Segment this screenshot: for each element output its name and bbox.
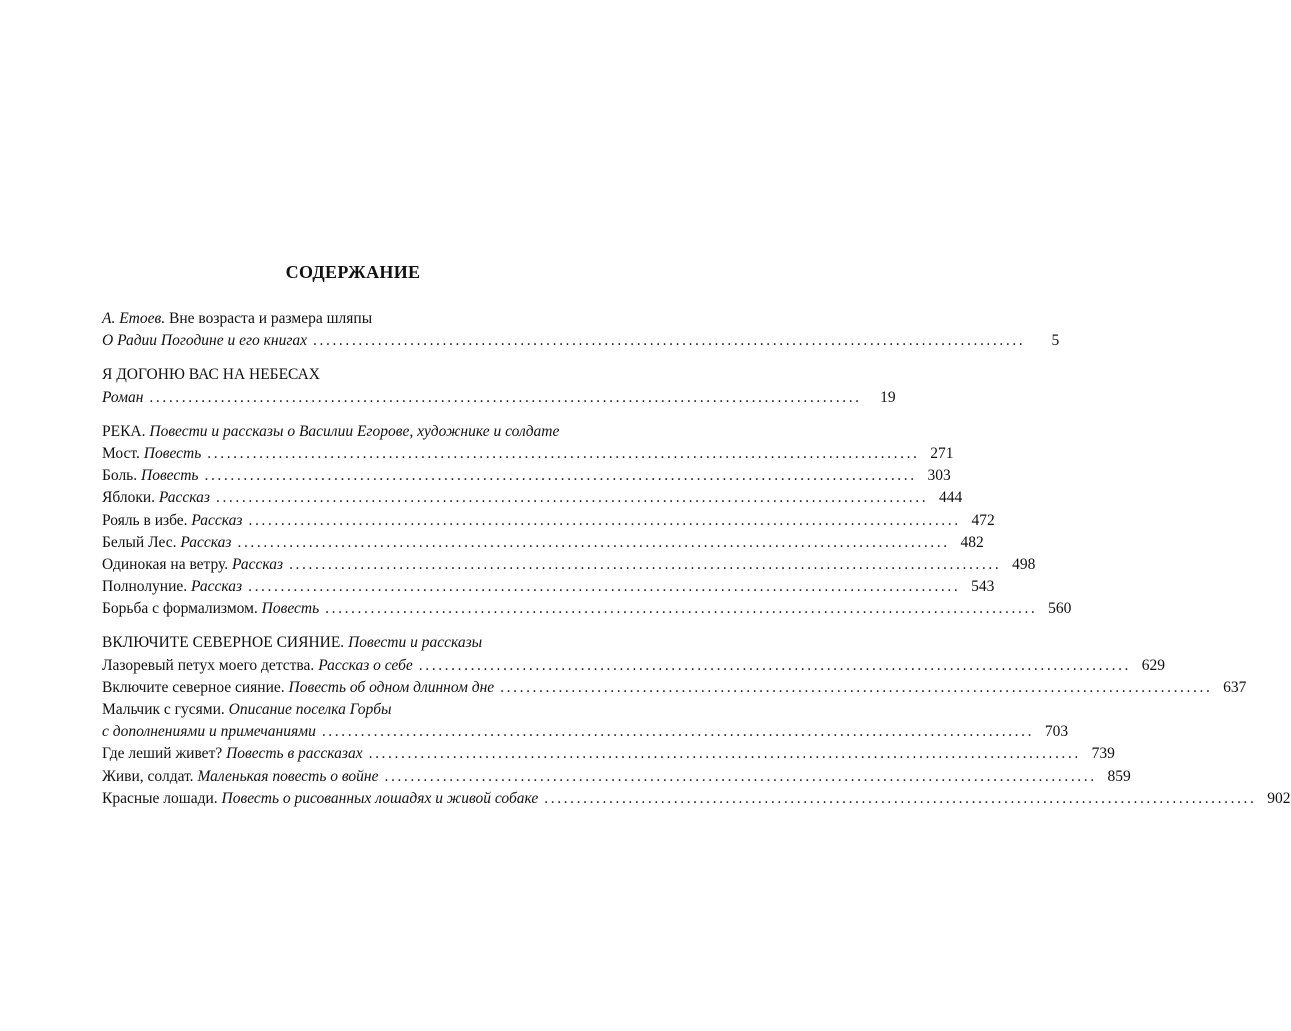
toc-entry[interactable]: [102, 465, 951, 487]
dot-leader: ..............................................................................................................: [368, 745, 1081, 763]
entry-title: Красные лошади.: [102, 789, 218, 807]
toc-entry[interactable]: [102, 598, 1072, 620]
dot-leader: ..............................................................................................................: [321, 723, 1035, 741]
dot-leader: ..............................................................................................................: [237, 533, 950, 551]
toc-entry[interactable]: [102, 510, 995, 532]
intro-subtitle: О Радии Погодине и его книгах: [102, 332, 308, 350]
section-heading: ВКЛЮЧИТЕ СЕВЕРНОЕ СИЯНИЕ.: [102, 634, 345, 652]
toc-entry[interactable]: [102, 554, 1036, 576]
entry-title: Яблоки.: [102, 489, 156, 507]
toc-entry[interactable]: [102, 387, 896, 409]
toc-entry-first-line: [102, 699, 604, 721]
toc-entry[interactable]: [102, 766, 1131, 788]
page-title: СОДЕРЖАНИЕ: [285, 262, 421, 282]
dot-leader: ..............................................................................................................: [500, 678, 1213, 696]
entry-title: Мальчик с гусями.: [102, 701, 225, 718]
toc-entry[interactable]: [102, 655, 1166, 677]
page-number: 271: [930, 444, 954, 462]
page-number: 303: [927, 467, 951, 485]
entry-genre: Повесть об одном длинном дне: [288, 678, 495, 696]
entry-title: Белый Лес.: [102, 533, 177, 551]
entry-title: Борьба с формализмом.: [102, 600, 258, 618]
section-heading: Я ДОГОНЮ ВАС НА НЕБЕСАХ: [102, 366, 320, 384]
entry-title: Полнолуние.: [102, 578, 188, 596]
dot-leader: ..............................................................................................................: [544, 789, 1257, 807]
page-number: 19: [880, 388, 896, 406]
page-number: 444: [938, 489, 963, 507]
page-number: 482: [960, 533, 984, 551]
page-number: 5: [1051, 332, 1060, 350]
entry-genre: Повесть: [261, 600, 320, 618]
entry-title: Рояль в избе.: [102, 511, 188, 529]
section-heading-note: Повести и рассказы: [348, 634, 483, 652]
dot-leader: ..............................................................................................................: [384, 767, 1097, 785]
entry-genre-continued: с дополнениями и примечаниями: [102, 723, 316, 741]
entry-title: Включите северное сияние.: [102, 678, 285, 696]
page-number: 739: [1091, 745, 1115, 763]
page-number: 859: [1107, 767, 1131, 785]
section-heading: РЕКА.: [102, 422, 146, 440]
toc-entry[interactable]: [102, 743, 1115, 765]
entry-genre: Рассказ: [191, 511, 243, 529]
entry-genre: Рассказ: [158, 489, 210, 507]
dot-leader: ..............................................................................................................: [248, 578, 961, 596]
entry-genre: Рассказ о себе: [318, 656, 413, 674]
entry-title: Где леший живет?: [102, 745, 223, 763]
entry-genre: Повесть о рисованных лошадях и живой собаке: [221, 789, 539, 807]
entry-genre: Рассказ: [232, 555, 284, 573]
dot-leader: ..............................................................................................................: [313, 332, 1026, 350]
dot-leader: ..............................................................................................................: [325, 600, 1038, 618]
section-heading-line: [102, 421, 604, 443]
page-number: 543: [971, 578, 995, 596]
section-heading-note: Повести и рассказы о Василии Егорове, художнике и солдате: [149, 422, 560, 440]
toc-entry[interactable]: [102, 330, 1060, 352]
toc-entry[interactable]: [102, 788, 1291, 810]
entry-title: Лазоревый петух моего детства.: [102, 656, 315, 674]
dot-leader: ..............................................................................................................: [418, 656, 1132, 674]
entry-genre: Маленькая повесть о войне: [197, 767, 379, 785]
toc-entry[interactable]: [102, 487, 963, 509]
entry-genre: Повесть: [141, 467, 199, 485]
entry-title: Боль.: [102, 467, 138, 485]
dot-leader: ..............................................................................................................: [204, 467, 917, 485]
dot-leader: ..............................................................................................................: [289, 555, 1002, 573]
section-entries-reka: [102, 443, 1072, 621]
toc-entry[interactable]: [102, 576, 995, 598]
page-number: 560: [1048, 600, 1072, 618]
page-number: 498: [1012, 555, 1036, 573]
entry-genre: Повесть в рассказах: [226, 745, 363, 763]
entry-genre: Описание поселка Горбы: [228, 701, 392, 718]
entry-title: Живи, солдат.: [102, 767, 194, 785]
section-entries-aurora: [102, 655, 1291, 810]
intro-author: А. Етоев.: [102, 310, 166, 327]
dot-leader: ..............................................................................................................: [215, 489, 929, 507]
toc-entry[interactable]: [102, 677, 1247, 699]
section-heading-line: [102, 632, 604, 654]
toc-entry[interactable]: [102, 532, 984, 554]
page-number: 902: [1267, 789, 1291, 807]
page-number: 629: [1141, 656, 1166, 674]
page-number: 472: [971, 511, 995, 529]
toc-entry[interactable]: [102, 721, 1069, 743]
entry-genre: Рассказ: [191, 578, 243, 596]
toc-entry[interactable]: [102, 443, 954, 465]
dot-leader: ..............................................................................................................: [207, 444, 920, 462]
entry-genre: Рассказ: [180, 533, 232, 551]
entry-genre: Повесть: [143, 444, 202, 462]
entry-title: Мост.: [102, 444, 140, 462]
dot-leader: ..............................................................................................................: [248, 511, 961, 529]
table-of-contents: [102, 308, 1291, 810]
entry-genre: Роман: [102, 388, 144, 406]
page-number: 637: [1223, 678, 1247, 696]
intro-heading: Вне возраста и размера шляпы: [169, 310, 373, 327]
dot-leader: ..............................................................................................................: [149, 388, 862, 406]
entry-title: Одинокая на ветру.: [102, 555, 229, 573]
page-number: 703: [1044, 723, 1069, 741]
intro-heading-line: [102, 308, 604, 330]
